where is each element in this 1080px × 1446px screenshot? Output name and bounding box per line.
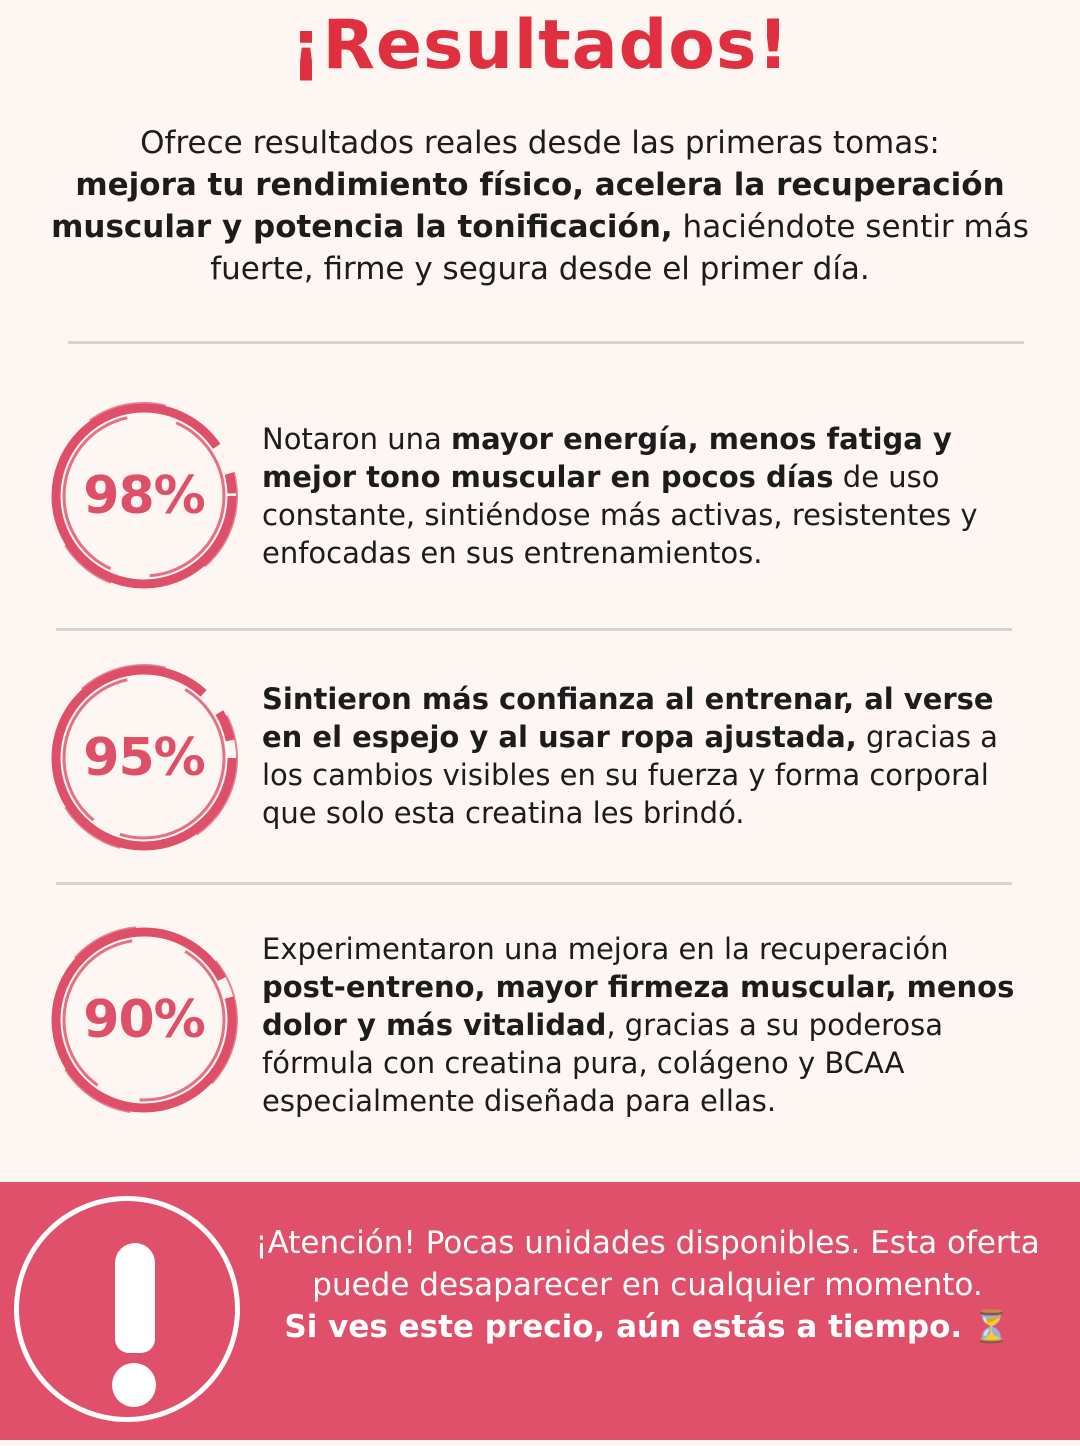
stat-description: [262, 420, 1032, 572]
percent-value: 90%: [83, 990, 205, 1050]
stat-text-plain-2: gracias a los cambios visibles en su fuerza y forma corporal que solo esta creatina les brindó.: [262, 720, 998, 830]
stat-description: [262, 680, 1032, 832]
intro-bold: mejora tu rendimiento físico, acelera la recuperación muscular y potencia la tonificación,: [51, 167, 1005, 245]
percent-ring: [46, 398, 242, 594]
banner-cta: Si ves este precio, aún estás a tiempo.: [284, 1309, 963, 1345]
percent-ring: [46, 922, 242, 1118]
hourglass-icon: ⏳: [972, 1309, 1011, 1345]
banner-message: [255, 1222, 1040, 1348]
divider: [68, 341, 1024, 344]
exclamation-icon: [14, 1196, 240, 1422]
intro-text-2: haciéndote sentir más fuerte, firme y segura desde el primer día.: [210, 209, 1029, 287]
exclamation-dot: [112, 1363, 156, 1407]
divider: [56, 882, 1012, 885]
percent-value: 95%: [83, 728, 205, 788]
stat-text-plain-1: Notaron una: [262, 422, 451, 456]
divider: [56, 628, 1012, 631]
banner-message-text: ¡Atención! Pocas unidades disponibles. Esta oferta puede desaparecer en cualquier momento.: [255, 1225, 1040, 1303]
stat-text-plain-2: de uso constante, sintiéndose más activas, resistentes y enfocadas en sus entrenamientos.: [262, 460, 978, 570]
stat-text-bold: post-entreno, mayor firmeza muscular, menos dolor y más vitalidad: [262, 970, 1015, 1042]
stat-text-bold: Sintieron más confianza al entrenar, al verse en el espejo y al usar ropa ajustada,: [262, 682, 994, 754]
stat-text-plain-2: , gracias a su poderosa fórmula con creatina pura, colágeno y BCAA especialmente diseñada para ellas.: [262, 1008, 943, 1118]
intro-text-1: Ofrece resultados reales desde las primeras tomas:: [140, 125, 940, 161]
stat-description: [262, 930, 1032, 1120]
percent-value: 98%: [83, 466, 205, 526]
percent-ring: [46, 660, 242, 856]
alert-banner: [0, 1182, 1080, 1440]
page-title: ¡Resultados!: [290, 6, 790, 85]
intro-paragraph: [40, 122, 1040, 290]
exclamation-bar: [115, 1243, 155, 1353]
stat-text-bold: mayor energía, menos fatiga y mejor tono muscular en pocos días: [262, 422, 952, 494]
stat-text-plain-1: Experimentaron una mejora en la recuperación: [262, 932, 949, 966]
